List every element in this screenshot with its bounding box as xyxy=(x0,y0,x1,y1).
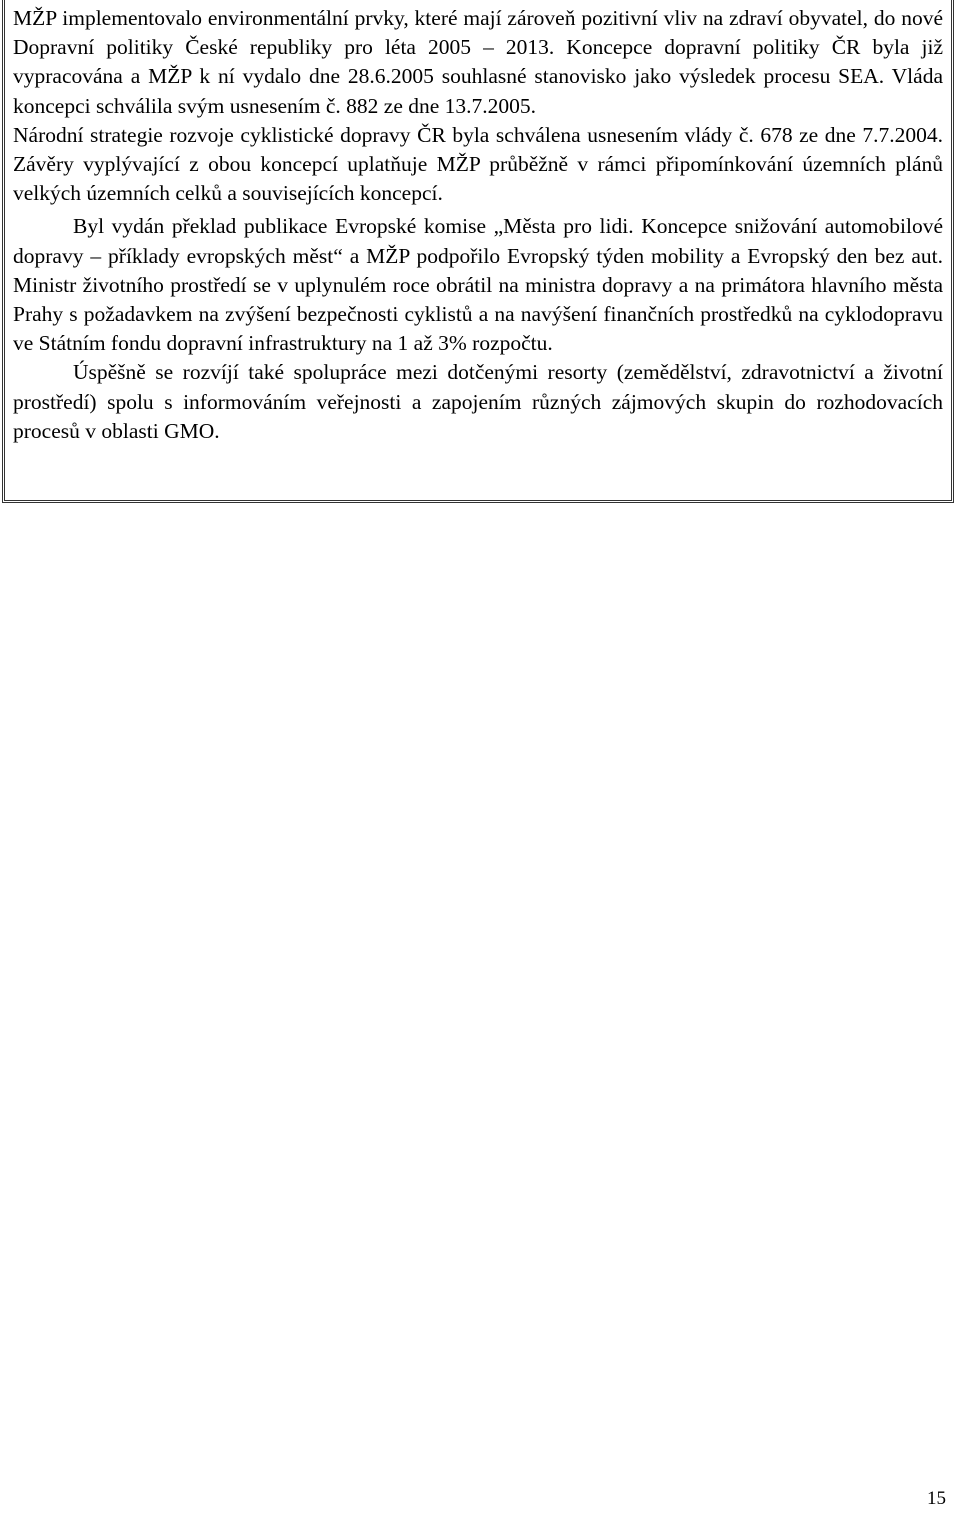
paragraph-gmo-cooperation: Úspěšně se rozvíjí také spolupráce mezi dotčenými resorty (zemědělství, zdravotnictví a životní prostředí) spolu s informováním veřejnosti a zapojením různých zájmových skupin do rozhodovacích procesů v oblasti GMO. xyxy=(13,360,943,443)
paragraph-cities-for-people: Byl vydán překlad publikace Evropské komise „Města pro lidi. Koncepce snižování automobilové dopravy – příklady evropských měst“ a MŽP podpořilo Evropský týden mobility a Evropský den bez aut. Ministr životního prostředí se v uplynulém roce obrátil na ministra dopravy a na primátora hlavního města Prahy s požadavkem na zvýšení bezpečnosti cyklistů a na navýšení finančních prostředků na cyklodopravu ve Státním fondu dopravní infrastruktury na 1 až 3% rozpočtu. xyxy=(13,214,943,356)
page-number: 15 xyxy=(927,1488,946,1509)
paragraph-cycling-strategy: Národní strategie rozvoje cyklistické dopravy ČR byla schválena usnesením vlády č. 678 ze dne 7.7.2004. Závěry vyplývající z obou koncepcí uplatňuje MŽP průběžně v rámci připomínkování územních plánů velkých územních celků a souvisejících koncepcí. xyxy=(13,122,943,206)
paragraph-transport-policy: MŽP implementovalo environmentální prvky, které mají zároveň pozitivní vliv na zdraví obyvatel, do nové Dopravní politiky České republiky pro léta 2005 – 2013. Koncepce dopravní politiky ČR byla již vypracována a MŽP k ní vydalo dne 28.6.2005 souhlasné stanovisko jako výsledek procesu SEA. Vláda koncepci schválila svým usnesením č. 882 ze dne 13.7.2005. xyxy=(13,6,943,118)
text-box xyxy=(2,0,954,503)
